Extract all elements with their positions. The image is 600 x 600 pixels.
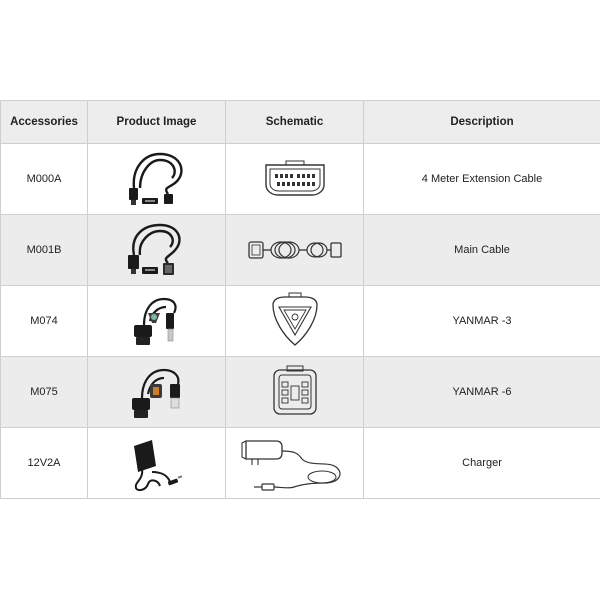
- extension-cable-icon: [122, 150, 192, 208]
- table-row: [1, 144, 600, 215]
- accessory-code: 12V2A: [1, 428, 88, 499]
- table-row: [1, 428, 600, 499]
- accessory-description: Main Cable: [364, 215, 600, 286]
- triangular-connector-schematic-icon: [265, 291, 325, 351]
- accessory-code: M000A: [1, 144, 88, 215]
- charger-icon: [122, 432, 192, 494]
- table-row: [1, 215, 600, 286]
- yanmar-3-adapter-icon: [122, 291, 192, 351]
- header-accessories: Accessories: [1, 101, 88, 144]
- table-row: [1, 286, 600, 357]
- header-description: Description: [364, 101, 600, 144]
- charger-schematic-icon: [240, 431, 350, 495]
- main-cable-icon: [122, 221, 192, 279]
- accessory-description: YANMAR -6: [364, 357, 600, 428]
- accessories-table-wrapper: [0, 100, 600, 499]
- accessory-description: 4 Meter Extension Cable: [364, 144, 600, 215]
- square-connector-schematic-icon: [268, 362, 322, 422]
- accessory-code: M001B: [1, 215, 88, 286]
- obd-connector-schematic-icon: [262, 159, 328, 199]
- header-product-image: Product Image: [88, 101, 226, 144]
- accessory-code: M074: [1, 286, 88, 357]
- accessory-description: YANMAR -3: [364, 286, 600, 357]
- table-row: [1, 357, 600, 428]
- coiled-cable-schematic-icon: [245, 233, 345, 267]
- accessory-code: M075: [1, 357, 88, 428]
- accessories-table: [0, 100, 600, 499]
- header-schematic: Schematic: [226, 101, 364, 144]
- accessory-description: Charger: [364, 428, 600, 499]
- yanmar-6-adapter-icon: [122, 362, 192, 422]
- header-row: [1, 101, 600, 144]
